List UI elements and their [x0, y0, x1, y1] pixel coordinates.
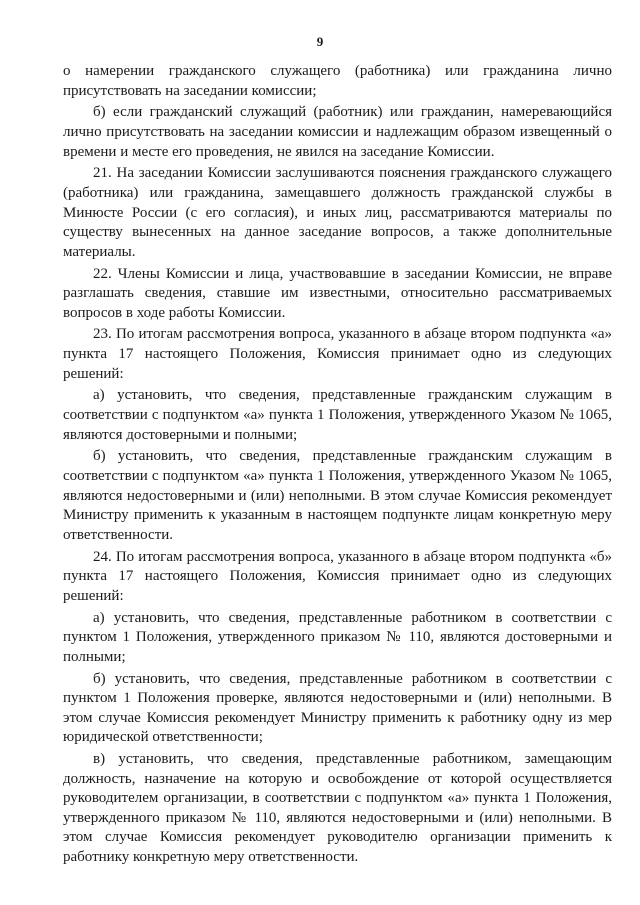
paragraph-continuation: о намерении гражданского служащего (работника) или гражданина лично присутствовать на заседании комиссии; — [63, 63, 612, 99]
page-number: 9 — [316, 34, 324, 49]
document-body — [63, 62, 612, 870]
paragraph-23: 23. По итогам рассмотрения вопроса, указанного в абзаце втором подпункта «а» пункта 17 настоящего Положения, Комиссия принимает одно из следующих решений: — [63, 326, 612, 382]
paragraph-24a: а) установить, что сведения, представленные работником в соответствии с пунктом 1 Положения, утвержденного приказом № 110, являются достоверными и полными; — [63, 609, 612, 665]
paragraph-24b: б) установить, что сведения, представленные работником в соответствии с пунктом 1 Положения проверке, являются недостоверными и (или) неполными. В этом случае Комиссия рекомендует Министру применить к работнику одну из мер юридической ответственности; — [63, 670, 612, 746]
paragraph-23b: б) установить, что сведения, представленные гражданским служащим в соответствии с подпунктом «а» пункта 1 Положения, утвержденного Указом № 1065, являются недостоверными и (или) неполными. В этом случае Комиссия рекомендует Министру применить к указанным в настоящем подпункте лицам конкретную меру ответственности. — [63, 448, 612, 543]
paragraph-23a: а) установить, что сведения, представленные гражданским служащим в соответствии с подпунктом «а» пункта 1 Положения, утвержденного Указом № 1065, являются достоверными и полными; — [63, 387, 612, 443]
paragraph-20b: б) если гражданский служащий (работник) или гражданин, намеревающийся лично присутствовать на заседании комиссии и надлежащим образом извещенный о времени и месте его проведения, не явился на заседание Комиссии. — [63, 104, 612, 160]
paragraph-21: 21. На заседании Комиссии заслушиваются пояснения гражданского служащего (работника) или гражданина, замещавшего должность гражданской службы в Минюсте России (с его согласия), и иных лиц, рассматриваются материалы по существу вынесенных на данное заседание вопросов, а также дополнительные материалы. — [63, 165, 612, 260]
paragraph-22: 22. Члены Комиссии и лица, участвовавшие в заседании Комиссии, не вправе разглашать сведения, ставшие им известными, относительно рассматриваемых вопросов в ходе работы Комиссии. — [63, 265, 612, 321]
paragraph-24c: в) установить, что сведения, представленные работником, замещающим должность, назначение на которую и освобождение от которой осуществляется руководителем организации, в соответствии с подпунктом «а» пункта 1 Положения, утвержденного приказом № 110, являются недостоверными и (или) неполными. В этом случае Комиссия рекомендует руководителю организации применить к работнику конкретную меру ответственности. — [63, 751, 612, 866]
paragraph-24: 24. По итогам рассмотрения вопроса, указанного в абзаце втором подпункта «б» пункта 17 настоящего Положения, Комиссия принимает одно из следующих решений: — [63, 548, 612, 604]
